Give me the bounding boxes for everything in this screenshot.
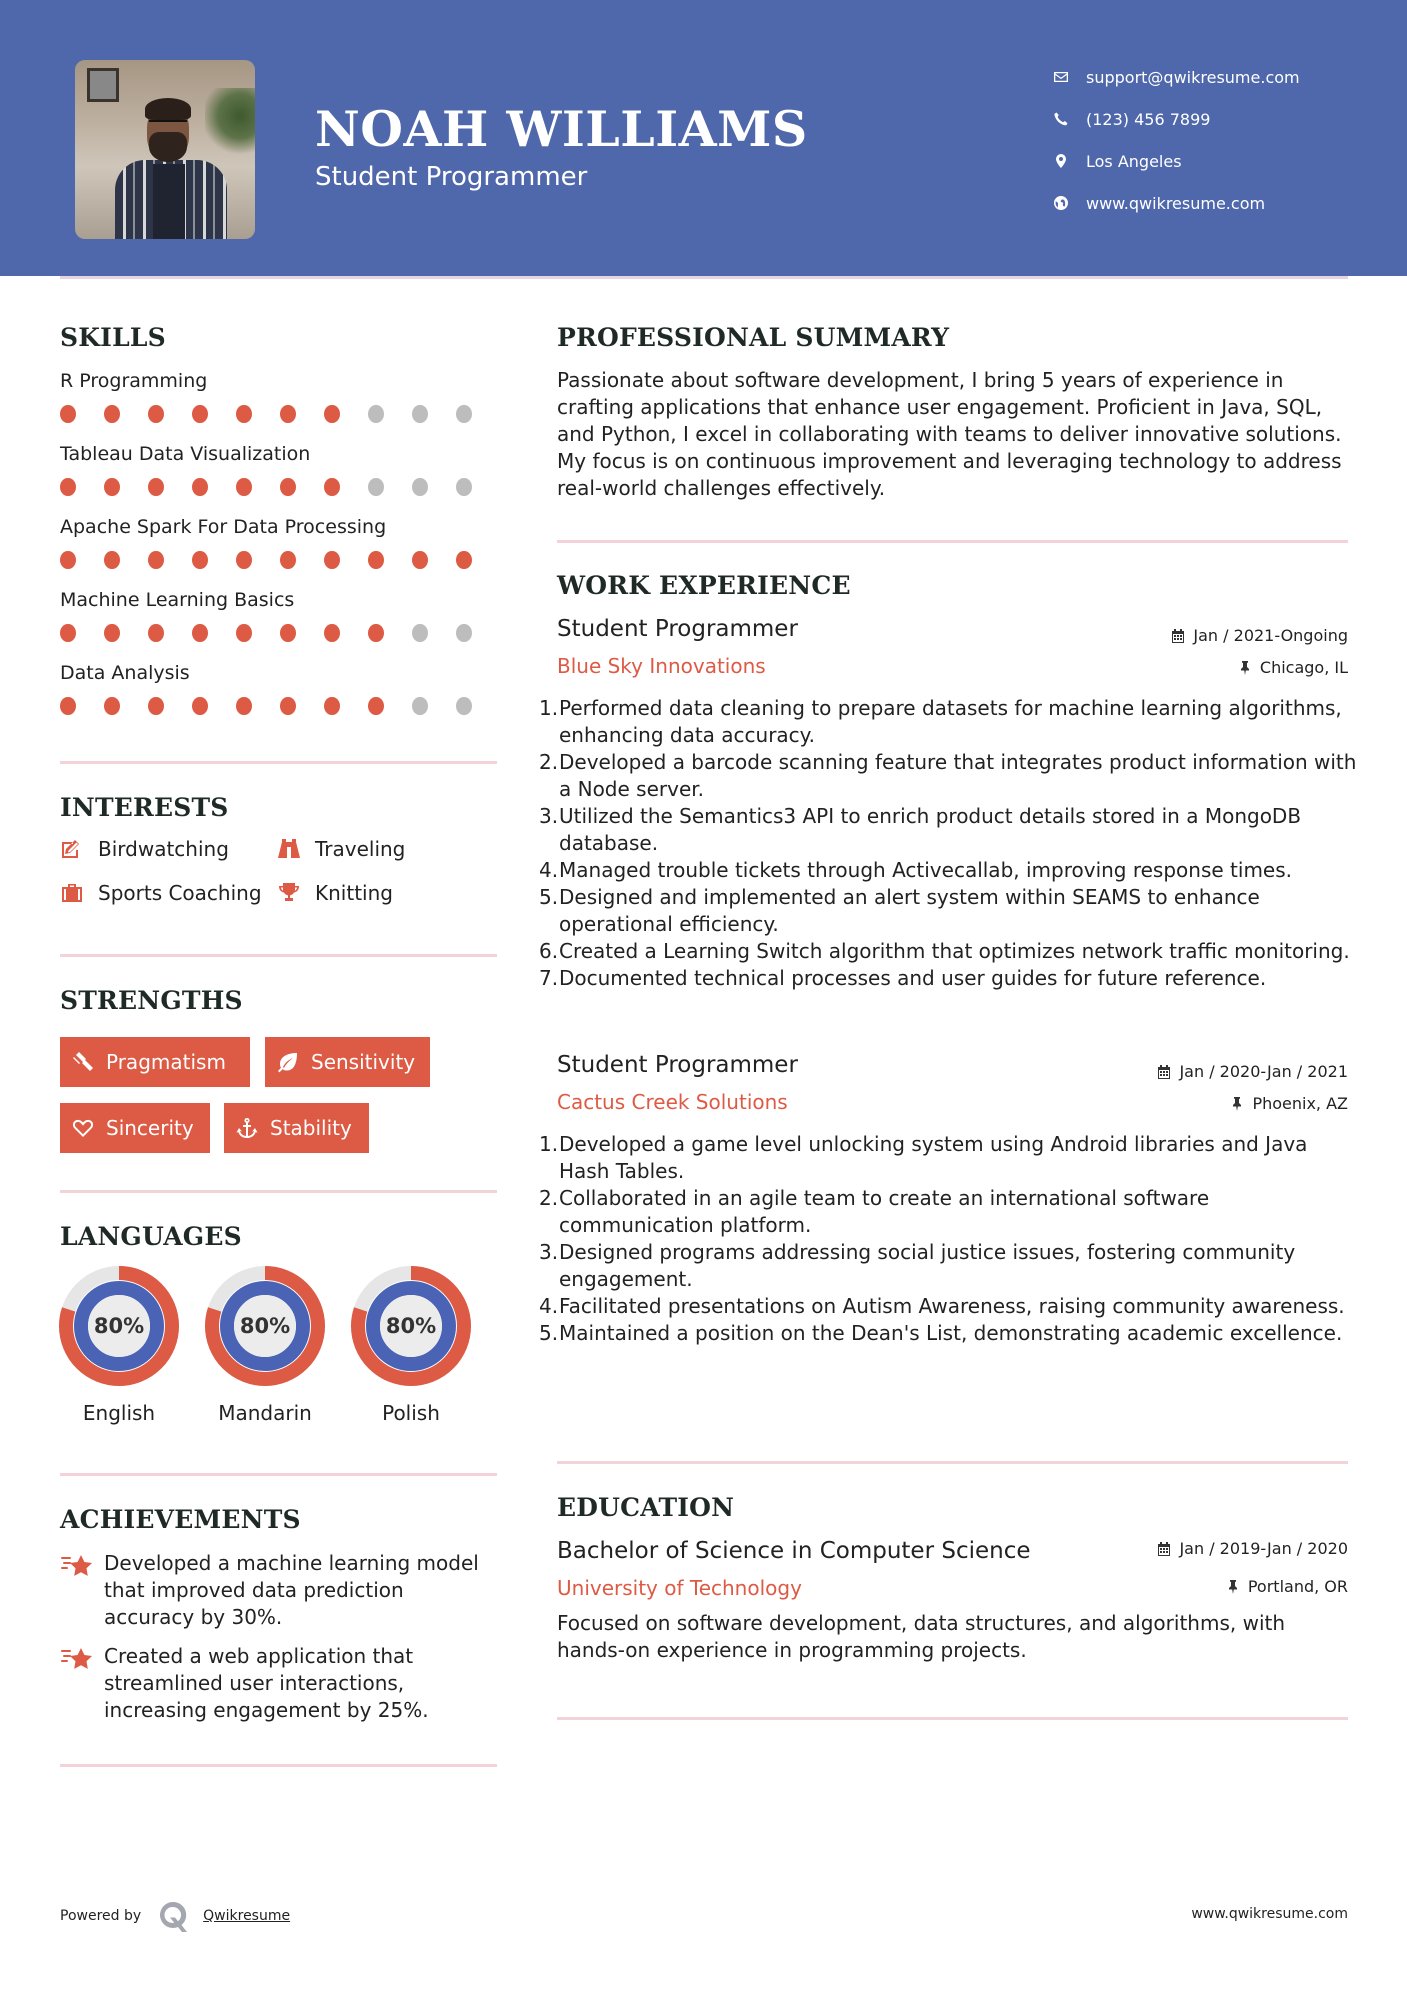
map-marker-icon	[1050, 150, 1072, 172]
qwikresume-logo-icon	[155, 1898, 191, 1934]
strength-label: Sensitivity	[311, 1050, 416, 1074]
language-progress-ring	[58, 1265, 180, 1387]
strength-badge	[224, 1103, 369, 1153]
skill-label: R Programming	[60, 370, 208, 392]
contact-location	[1050, 140, 1300, 182]
strength-badge	[60, 1037, 250, 1087]
qwikresume-link[interactable]: Qwikresume	[203, 1908, 291, 1924]
rating-dot-filled	[148, 624, 164, 642]
job-bullet: 1. Developed a game level unlocking system using Android libraries and Java Hash Tables.	[539, 1132, 1308, 1183]
education-location-text: Portland, OR	[1247, 1577, 1348, 1596]
achievement-item	[60, 1643, 500, 1724]
interest-item	[277, 881, 393, 905]
interests-heading: INTERESTS	[60, 793, 229, 822]
experience-heading: WORK EXPERIENCE	[557, 571, 851, 600]
rating-dot-filled	[324, 624, 340, 642]
language-percent: 80%	[385, 1314, 437, 1338]
skill-item	[60, 586, 500, 642]
skill-label: Apache Spark For Data Processing	[60, 516, 387, 538]
rating-dot-filled	[104, 697, 120, 715]
job-bullet: 5. Maintained a position on the Dean's List, demonstrating academic excellence.	[539, 1321, 1343, 1345]
job-dates	[1157, 1062, 1348, 1081]
section-divider	[557, 1461, 1348, 1464]
skill-rating	[60, 624, 500, 642]
job-bullet: 2. Developed a barcode scanning feature that integrates product information with a Node server.	[539, 750, 1357, 801]
skill-label: Tableau Data Visualization	[60, 443, 311, 465]
education-location	[1226, 1577, 1348, 1596]
job-bullet: 4. Facilitated presentations on Autism Awareness, raising community awareness.	[539, 1294, 1345, 1318]
rating-dot-filled	[148, 478, 164, 496]
rating-dot-filled	[104, 624, 120, 642]
interest-item	[60, 881, 262, 905]
skill-item	[60, 367, 500, 423]
rating-dot-filled	[324, 697, 340, 715]
skill-label: Data Analysis	[60, 662, 190, 684]
photo-person-glasses	[149, 120, 187, 126]
job-bullet: 5. Designed and implemented an alert system within SEAMS to enhance operational efficiency.	[539, 885, 1260, 936]
rating-dot-filled	[280, 551, 296, 569]
rating-dot-filled	[236, 624, 252, 642]
photo-frame-decor	[87, 68, 119, 102]
footer-powered-by	[60, 1898, 290, 1934]
education-dates	[1157, 1539, 1348, 1558]
calendar-icon	[1171, 629, 1185, 643]
rating-dot-empty	[412, 624, 428, 642]
shooting-star-icon	[60, 1550, 104, 1631]
edit-icon	[60, 837, 88, 861]
phone-icon	[1050, 108, 1072, 130]
languages-heading: LANGUAGES	[60, 1222, 242, 1251]
contact-email-text: support@qwikresume.com	[1086, 67, 1300, 87]
rating-dot-empty	[456, 624, 472, 642]
rating-dot-empty	[412, 405, 428, 423]
rating-dot-empty	[412, 697, 428, 715]
candidate-title: Student Programmer	[315, 162, 588, 192]
language-progress-ring	[350, 1265, 472, 1387]
rating-dot-filled	[60, 478, 76, 496]
language-label: English	[82, 1401, 156, 1425]
skill-item	[60, 440, 500, 496]
rating-dot-filled	[192, 551, 208, 569]
achievement-text: Developed a machine learning model that improved data prediction accuracy by 30%.	[104, 1551, 479, 1629]
section-divider	[60, 761, 497, 764]
section-divider	[60, 954, 497, 957]
header-divider	[60, 276, 1348, 279]
section-divider	[60, 1190, 497, 1193]
job-company: Cactus Creek Solutions	[557, 1090, 788, 1114]
rating-dot-empty	[456, 697, 472, 715]
rating-dot-filled	[280, 697, 296, 715]
language-item	[57, 1265, 181, 1425]
interest-label: Knitting	[315, 881, 393, 905]
contact-location-text: Los Angeles	[1086, 151, 1182, 171]
achievement-text: Created a web application that streamlined user interactions, increasing engagement by 25%.	[104, 1644, 429, 1722]
education-school: University of Technology	[557, 1576, 802, 1600]
interest-item	[60, 837, 229, 861]
language-item	[203, 1265, 327, 1425]
rating-dot-filled	[456, 551, 472, 569]
rating-dot-filled	[236, 478, 252, 496]
language-label: Mandarin	[218, 1401, 312, 1425]
calendar-icon	[1157, 1542, 1171, 1556]
education-description: Focused on software development, data structures, and algorithms, with hands-on experience in programming projects.	[557, 1611, 1286, 1662]
strength-label: Stability	[270, 1116, 352, 1140]
contact-email[interactable]	[1050, 56, 1300, 98]
rating-dot-empty	[368, 405, 384, 423]
job-location	[1238, 658, 1348, 677]
footer-website[interactable]: www.qwikresume.com	[1191, 1906, 1348, 1922]
education-degree: Bachelor of Science in Computer Science	[557, 1538, 1031, 1564]
rating-dot-filled	[148, 697, 164, 715]
skill-rating	[60, 478, 500, 496]
skill-rating	[60, 697, 500, 715]
language-item	[349, 1265, 473, 1425]
skill-label: Machine Learning Basics	[60, 589, 295, 611]
rating-dot-filled	[60, 551, 76, 569]
candidate-name: NOAH WILLIAMS	[315, 100, 808, 158]
strength-badge	[265, 1037, 430, 1087]
summary-heading: PROFESSIONAL SUMMARY	[557, 323, 950, 352]
section-divider	[557, 540, 1348, 543]
rating-dot-filled	[236, 697, 252, 715]
strength-badge	[60, 1103, 210, 1153]
job-bullet: 4. Managed trouble tickets through Activecallab, improving response times.	[539, 858, 1293, 882]
section-divider	[60, 1473, 497, 1476]
photo-person-shirt	[153, 164, 185, 239]
section-divider	[60, 1764, 497, 1767]
photo-plant-decor	[205, 88, 255, 158]
rating-dot-filled	[60, 624, 76, 642]
contact-phone[interactable]	[1050, 98, 1300, 140]
resume-header	[0, 0, 1407, 276]
rating-dot-filled	[192, 697, 208, 715]
rating-dot-filled	[104, 405, 120, 423]
rating-dot-filled	[324, 405, 340, 423]
rating-dot-filled	[192, 478, 208, 496]
job-bullet: 6. Created a Learning Switch algorithm that optimizes network traffic monitoring.	[539, 939, 1350, 963]
rating-dot-filled	[368, 624, 384, 642]
contact-list	[1050, 56, 1300, 224]
job-bullet: 3. Designed programs addressing social justice issues, fostering community engagement.	[539, 1240, 1296, 1291]
heart-icon	[72, 1117, 94, 1139]
skill-item	[60, 659, 500, 715]
rating-dot-filled	[368, 697, 384, 715]
language-percent: 80%	[93, 1314, 145, 1338]
rating-dot-filled	[368, 551, 384, 569]
job-company: Blue Sky Innovations	[557, 654, 766, 678]
rating-dot-filled	[60, 697, 76, 715]
education-dates-text: Jan / 2019-Jan / 2020	[1179, 1539, 1348, 1558]
gavel-icon	[72, 1051, 94, 1073]
job-location-text: Chicago, IL	[1259, 658, 1348, 677]
contact-website-text: www.qwikresume.com	[1086, 193, 1266, 213]
job-bullet: 3. Utilized the Semantics3 API to enrich product details stored in a MongoDB database.	[539, 804, 1302, 855]
rating-dot-filled	[324, 551, 340, 569]
rating-dot-filled	[104, 551, 120, 569]
job-bullet-list	[539, 1131, 1357, 1347]
rating-dot-filled	[280, 478, 296, 496]
skill-rating	[60, 551, 500, 569]
section-divider	[557, 1717, 1348, 1720]
rating-dot-filled	[280, 405, 296, 423]
job-role: Student Programmer	[557, 1052, 798, 1078]
rating-dot-empty	[456, 478, 472, 496]
strength-label: Pragmatism	[106, 1050, 226, 1074]
summary-text: Passionate about software development, I bring 5 years of experience in crafting applications that enhance user engagement. Proficient in Java, SQL, and Python, I excel in collaborating with teams to deliver innovative solutions. My focus is on continuous improvement and leveraging technology to address real-world challenges effectively.	[557, 368, 1342, 500]
thumbtack-icon	[1230, 1097, 1244, 1111]
job-location-text: Phoenix, AZ	[1252, 1094, 1348, 1113]
rating-dot-filled	[148, 405, 164, 423]
photo-person-hair	[145, 98, 191, 120]
job-dates-text: Jan / 2020-Jan / 2021	[1179, 1062, 1348, 1081]
strengths-heading: STRENGTHS	[60, 986, 243, 1015]
leaf-icon	[277, 1051, 299, 1073]
achievement-item	[60, 1550, 500, 1631]
contact-phone-text: (123) 456 7899	[1086, 109, 1211, 129]
rating-dot-filled	[104, 478, 120, 496]
skills-heading: SKILLS	[60, 323, 166, 352]
suitcase-icon	[60, 881, 88, 905]
contact-website[interactable]	[1050, 182, 1300, 224]
rating-dot-filled	[192, 405, 208, 423]
envelope-icon	[1050, 66, 1072, 88]
rating-dot-filled	[412, 551, 428, 569]
profile-photo	[75, 60, 255, 239]
job-dates	[1171, 626, 1348, 645]
education-heading: EDUCATION	[557, 1493, 735, 1522]
thumbtack-icon	[1238, 661, 1252, 675]
job-bullet: 1. Performed data cleaning to prepare datasets for machine learning algorithms, enhancing data accuracy.	[539, 696, 1342, 747]
skill-rating	[60, 405, 500, 423]
skill-item	[60, 513, 500, 569]
rating-dot-empty	[456, 405, 472, 423]
rating-dot-filled	[280, 624, 296, 642]
strength-label: Sincerity	[106, 1116, 194, 1140]
powered-by-text: Powered by	[60, 1908, 142, 1924]
job-bullet-list	[539, 695, 1357, 992]
interest-label: Birdwatching	[98, 837, 229, 861]
language-percent: 80%	[239, 1314, 291, 1338]
language-label: Polish	[382, 1401, 440, 1425]
language-progress-ring	[204, 1265, 326, 1387]
interest-label: Traveling	[315, 837, 406, 861]
job-bullet: 2. Collaborated in an agile team to create an international software communication platform.	[539, 1186, 1210, 1237]
rating-dot-empty	[412, 478, 428, 496]
interest-label: Sports Coaching	[98, 881, 262, 905]
job-location	[1230, 1094, 1348, 1113]
job-bullet: 7. Documented technical processes and user guides for future reference.	[539, 966, 1267, 990]
thumbtack-icon	[1226, 1580, 1240, 1594]
binoculars-icon	[277, 837, 305, 861]
anchor-icon	[236, 1117, 258, 1139]
trophy-icon	[277, 881, 305, 905]
rating-dot-filled	[192, 624, 208, 642]
rating-dot-empty	[368, 478, 384, 496]
rating-dot-filled	[236, 405, 252, 423]
globe-icon	[1050, 192, 1072, 214]
job-role: Student Programmer	[557, 616, 798, 642]
rating-dot-filled	[148, 551, 164, 569]
achievements-heading: ACHIEVEMENTS	[60, 1505, 301, 1534]
interest-item	[277, 837, 405, 861]
job-dates-text: Jan / 2021-Ongoing	[1193, 626, 1348, 645]
rating-dot-filled	[60, 405, 76, 423]
calendar-icon	[1157, 1065, 1171, 1079]
rating-dot-filled	[236, 551, 252, 569]
photo-person-beard	[149, 132, 187, 162]
shooting-star-icon	[60, 1643, 104, 1724]
rating-dot-filled	[324, 478, 340, 496]
